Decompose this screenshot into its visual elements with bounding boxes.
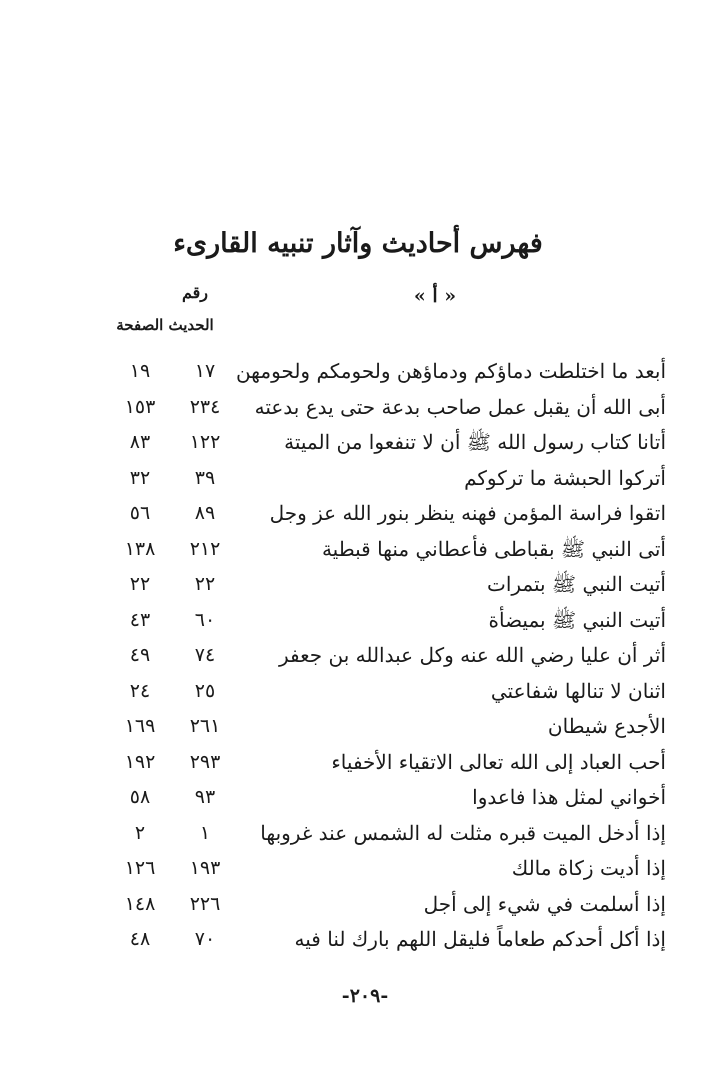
hadith-text: أثر أن عليا رضي الله عنه وكل عبدالله بن جعفر (278, 643, 666, 667)
index-entry-row (110, 925, 666, 961)
index-entry-row (110, 464, 666, 500)
hadith-text: إذا أدخل الميت قبره مثلت له الشمس عند غروبها (260, 820, 666, 845)
hadith-number: ٢٥ (194, 679, 216, 702)
hadith-number: ٣٩ (194, 466, 216, 489)
index-entry-row (110, 357, 666, 393)
index-entry-row (110, 819, 666, 855)
hadith-number: ٩٣ (194, 786, 216, 808)
hadith-text: أخواني لمثل هذا فاعدوا (472, 785, 666, 809)
page-title: فهرس أحاديث وآثار تنبيه القارىء (173, 228, 543, 259)
page-reference: ٥٦ (129, 502, 151, 524)
page-reference: ١٢٦ (124, 857, 156, 879)
index-entry-row (110, 712, 666, 748)
hadith-text: أتانا كتاب رسول الله ﷺ أن لا تنفعوا من الميتة (284, 430, 666, 454)
index-entry-row (110, 641, 666, 677)
hadith-number: ٢١٢ (189, 537, 221, 560)
page-reference: ٤٨ (129, 928, 151, 950)
hadith-text: اثنان لا تنالها شفاعتي (490, 678, 666, 703)
hadith-number: ١٢٢ (189, 431, 221, 453)
page-reference: ٣٢ (129, 466, 151, 489)
page-reference: ٨٣ (129, 431, 151, 453)
index-entry-row (110, 393, 666, 429)
hadith-text: أتركوا الحبشة ما تركوكم (464, 465, 666, 490)
column-header-hadith-page: الحديث الصفحة (116, 316, 214, 334)
page-reference: ١٤٨ (124, 892, 156, 915)
index-entry-row (110, 428, 666, 464)
index-entry-row (110, 499, 666, 535)
index-entries (110, 357, 666, 961)
hadith-number: ٧٤ (194, 644, 216, 666)
page-reference: ١٣٨ (124, 537, 156, 560)
index-entry-row (110, 890, 666, 926)
hadith-number: ٢٦١ (189, 715, 221, 737)
index-entry-row (110, 677, 666, 713)
index-entry-row (110, 748, 666, 784)
index-entry-row (110, 606, 666, 642)
hadith-text: أتى النبي ﷺ بقباطى فأعطاني منها قبطية (321, 536, 666, 561)
page-reference: ٢٤ (129, 679, 151, 702)
index-entry-row (110, 535, 666, 571)
index-entry-row (110, 854, 666, 890)
page-reference: ٢ (134, 821, 146, 844)
hadith-text: إذا أسلمت في شيء إلى أجل (423, 891, 666, 916)
page-reference: ٤٩ (129, 644, 151, 666)
hadith-number: ١ (199, 821, 211, 844)
hadith-text: إذا أديت زكاة مالك (511, 856, 666, 880)
index-entry-row (110, 570, 666, 606)
page-reference: ١٩ (129, 360, 151, 382)
page-reference: ٢٢ (129, 573, 151, 595)
page-number-footer: -٢٠٩- (341, 985, 389, 1007)
section-letter-heading: « أ » (413, 285, 457, 307)
hadith-text: اتقوا فراسة المؤمن فهنه ينظر بنور الله عز وجل (269, 501, 666, 525)
hadith-text: أحب العباد إلى الله تعالى الاتقياء الأخفياء (331, 749, 666, 774)
page-reference: ١٥٣ (124, 395, 156, 418)
hadith-number: ٧٠ (194, 928, 216, 950)
hadith-text: الأجدع شيطان (547, 714, 666, 738)
hadith-number: ١٧ (194, 360, 216, 382)
hadith-text: أتيت النبي ﷺ بتمرات (486, 572, 666, 596)
index-entry-row (110, 783, 666, 819)
hadith-number: ١٩٣ (189, 857, 221, 879)
hadith-number: ٨٩ (194, 502, 216, 524)
hadith-number: ٦٠ (194, 608, 216, 631)
page-reference: ١٦٩ (124, 715, 156, 737)
hadith-text: أبى الله أن يقبل عمل صاحب بدعة حتى يدع بدعته (254, 394, 666, 419)
hadith-number: ٢٩٣ (189, 750, 221, 773)
hadith-text: أبعد ما اختلطت دماؤكم ودماؤهن ولحومكم ولحومهن (235, 359, 666, 383)
page-reference: ٥٨ (129, 786, 151, 808)
column-header-number: رقم (181, 283, 209, 302)
hadith-number: ٢٢ (194, 573, 216, 595)
page-reference: ٤٣ (129, 608, 151, 631)
hadith-number: ٢٣٤ (189, 395, 221, 418)
page-reference: ١٩٢ (124, 750, 156, 773)
hadith-text: إذا أكل أحدكم طعاماً فليقل اللهم بارك لنا فيه (294, 927, 666, 951)
hadith-text: أتيت النبي ﷺ بميضأة (488, 607, 666, 632)
hadith-number: ٢٢٦ (189, 892, 221, 915)
